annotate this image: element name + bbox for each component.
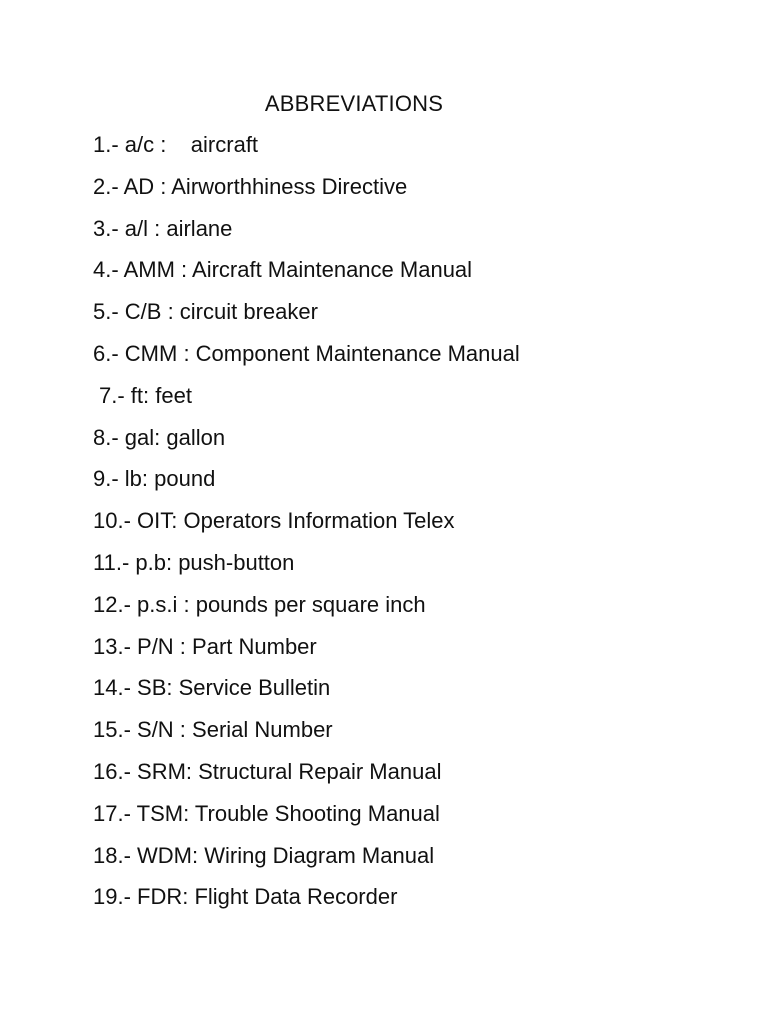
list-item: 11.- p.b: push-button xyxy=(93,549,295,575)
list-item: 1.- a/c : aircraft xyxy=(93,132,259,157)
list-item: 9.- lb: pound xyxy=(93,466,216,492)
list-item: 14.- SB: Service Bulletin xyxy=(93,675,331,701)
list-item: 6.- CMM : Component Maintenance Manual xyxy=(93,340,520,366)
list-item: 18.- WDM: Wiring Diagram Manual xyxy=(93,842,435,868)
abbreviations-list xyxy=(93,131,520,925)
document-title: ABBREVIATIONS xyxy=(264,91,444,116)
list-item: 4.- AMM : Aircraft Maintenance Manual xyxy=(93,257,473,283)
list-item: 16.- SRM: Structural Repair Manual xyxy=(93,758,442,784)
list-item: 7.- ft: feet xyxy=(99,382,192,408)
list-item: 19.- FDR: Flight Data Recorder xyxy=(93,884,398,910)
list-item: 5.- C/B : circuit breaker xyxy=(93,299,318,325)
list-item: 3.- a/l : airlane xyxy=(93,215,233,241)
list-item: 17.- TSM: Trouble Shooting Manual xyxy=(93,800,440,826)
list-item: 15.- S/N : Serial Number xyxy=(93,717,333,743)
list-item: 2.- AD : Airworthhiness Directive xyxy=(93,173,408,199)
list-item: 10.- OIT: Operators Information Telex xyxy=(93,508,455,534)
list-item: 8.- gal: gallon xyxy=(93,424,226,450)
list-item: 12.- p.s.i : pounds per square inch xyxy=(93,591,426,617)
list-item: 13.- P/N : Part Number xyxy=(93,633,317,659)
